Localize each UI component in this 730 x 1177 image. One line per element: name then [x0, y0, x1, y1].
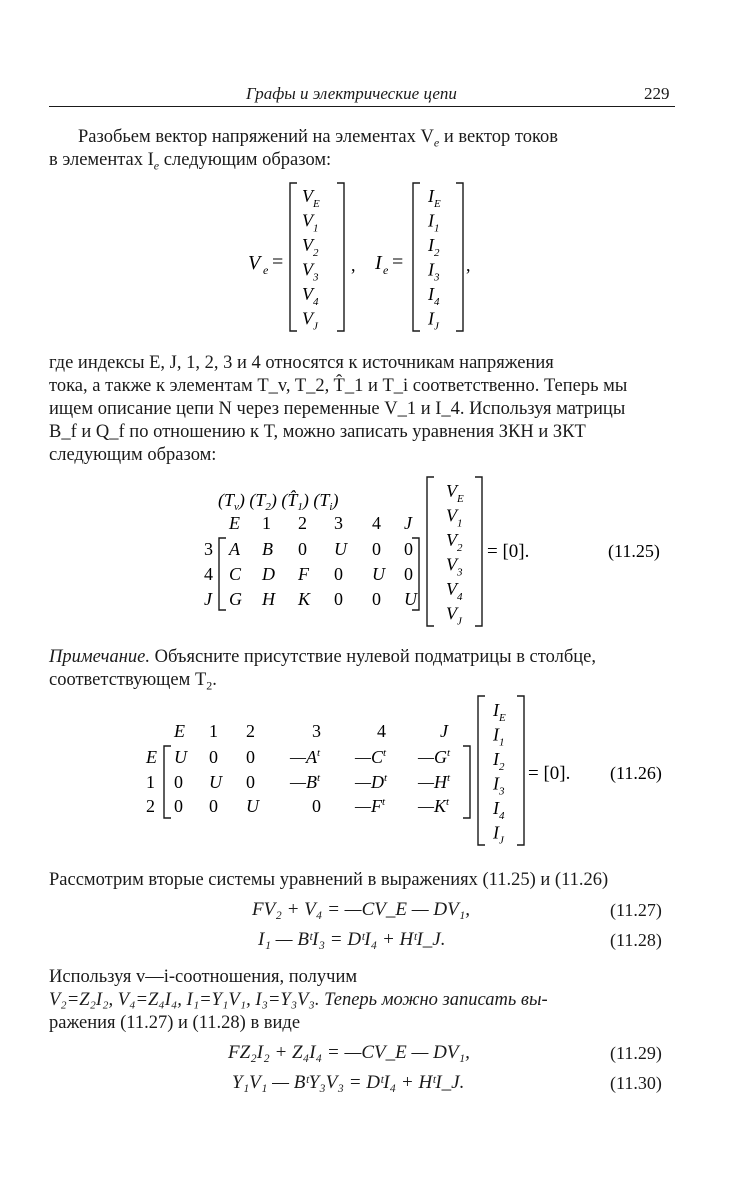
header-rule: [49, 106, 675, 107]
matrix-cell: $—G^t$: [418, 747, 451, 767]
vector-entry: $I_1$: [493, 724, 505, 749]
matrix-cell: 0: [298, 539, 307, 559]
matrix-cell: 0: [372, 539, 381, 559]
para1-line-5: следующим образом:: [49, 445, 217, 465]
current-vector: [374, 183, 471, 333]
matrix-cell: F: [298, 564, 309, 584]
vector-right-bracket: [475, 477, 482, 626]
para3-line-3: ражения (11.27) и (11.28) в виде: [49, 1013, 301, 1033]
matrix-cell: $—D^t$: [355, 772, 388, 792]
note-label: Примечание.: [49, 647, 150, 667]
matrix-right-bracket: [463, 746, 470, 818]
i-entry: $I_4$: [428, 284, 440, 308]
note-line-1: Примечание. Объясните присутствие нулевой подматрицы в столбце,: [49, 647, 596, 667]
row-label: 2: [146, 796, 155, 816]
matrix-cell: $—A^t$: [290, 747, 321, 767]
para1-line-1: где индексы E, J, 1, 2, 3 и 4 относятся к источникам напряжения: [49, 353, 554, 373]
equation-number: (11.25): [608, 541, 660, 561]
vector-left-bracket: [478, 696, 485, 845]
vector-entry: $V_J$: [446, 603, 462, 628]
right-bracket: [456, 183, 463, 331]
tree-labels: $(T_v)$ $(T_2)$ $(T̂_1)$ $(T_i)$: [218, 490, 339, 513]
matrix-cell: $—F^t$: [355, 796, 386, 816]
column-header: E: [229, 513, 240, 533]
equation-11-29: FZ₂I₂ + Z₄I₄ = —CV_E — DV₁,: [228, 1042, 470, 1063]
vector-entry: $I_J$: [493, 822, 504, 847]
matrix-cell: G: [229, 589, 242, 609]
column-header: 3: [334, 513, 343, 533]
column-header: J: [440, 721, 448, 741]
equation-11-26: [0, 690, 730, 850]
column-header: 1: [209, 721, 218, 741]
matrix-cell: U: [209, 772, 222, 792]
vector-entry: $I_3$: [493, 773, 505, 798]
rhs: = [0].: [528, 763, 571, 784]
matrix-cell: $—K^t$: [418, 796, 450, 816]
equation-11-28-number: (11.28): [610, 930, 662, 950]
vector-entry: $V_E$: [446, 481, 464, 505]
matrix-cell: H: [262, 589, 275, 609]
i-entry: $I_J$: [428, 308, 439, 333]
row-label: 3: [204, 539, 213, 559]
right-bracket: [337, 183, 344, 331]
svg-text:,: ,: [466, 255, 471, 275]
matrix-cell: 0: [334, 564, 343, 584]
v-entry: $V_2$: [302, 235, 319, 259]
i-entry: $I_2$: [428, 235, 440, 259]
i-entry: $I_3$: [428, 259, 440, 284]
matrix-cell: D: [262, 564, 275, 584]
vector-definitions: [0, 175, 730, 340]
column-header: J: [404, 513, 412, 533]
vector-entry: $V_1$: [446, 505, 463, 530]
matrix-cell: A: [229, 539, 240, 559]
vector-entry: $V_2$: [446, 530, 463, 554]
svg-text:e: e: [263, 263, 269, 277]
matrix-cell: 0: [174, 796, 183, 816]
vector-entry: $I_E$: [493, 700, 506, 724]
equation-11-27: FV₂ + V₄ = —CV_E — DV₁,: [252, 899, 471, 920]
para3-line-1: Используя v—i-соотношения, получим: [49, 967, 358, 987]
vector-left-bracket: [427, 477, 434, 626]
row-label: 1: [146, 772, 155, 792]
matrix-left-bracket: [164, 746, 171, 818]
note-line-2: соответствующем $T_2$.: [49, 670, 217, 693]
equation-11-27-number: (11.27): [610, 900, 662, 920]
intro-line-1: Разобьем вектор напряжений на элементах $V_e$ и вектор токов: [78, 127, 559, 150]
para1-line-3: ищем описание цепи N через переменные V_1 и I_4. Используя матрицы: [49, 399, 626, 419]
para3-line-2: V₂=Z₂I₂, V₄=Z₄I₄, I₁=Y₁V₁, I₃=Y₃V₃. Теперь можно записать вы-: [49, 990, 548, 1010]
matrix-cell: 0: [404, 564, 413, 584]
column-header: 4: [377, 721, 386, 741]
svg-text:e: e: [383, 263, 389, 277]
matrix-cell: 0: [312, 796, 321, 816]
v-entry: $V_1$: [302, 210, 319, 235]
column-header: E: [174, 721, 185, 741]
matrix-cell: B: [262, 539, 273, 559]
para2: Рассмотрим вторые системы уравнений в выражениях (11.25) и (11.26): [49, 870, 609, 890]
page-number: 229: [644, 84, 670, 103]
row-label: 4: [204, 564, 213, 584]
equation-11-30: Y₁V₁ — BᵗY₃V₃ = DᵗI₄ + HᵗI_J.: [232, 1072, 465, 1093]
matrix-cell: U: [372, 564, 385, 584]
equation-11-29-number: (11.29): [610, 1043, 662, 1063]
vector-entry: $I_4$: [493, 798, 505, 822]
column-header: 3: [312, 721, 321, 741]
v-entry: $V_E$: [302, 186, 320, 210]
matrix-cell: 0: [209, 747, 218, 767]
i-entry: $I_1$: [428, 210, 440, 235]
i-entry: $I_E$: [428, 186, 441, 210]
equation-number: (11.26): [610, 763, 662, 783]
v-entry: $V_4$: [302, 284, 319, 308]
voltage-vector: [248, 183, 356, 333]
matrix-cell: $—B^t$: [290, 772, 321, 792]
vector-entry: $I_2$: [493, 749, 505, 773]
para1-line-4: B_f и Q_f по отношению к T, можно записать уравнения ЗКН и ЗКТ: [49, 422, 586, 442]
matrix-cell: $—H^t$: [418, 772, 451, 792]
equation-11-25: [0, 470, 730, 630]
column-header: 2: [298, 513, 307, 533]
matrix-cell: 0: [404, 539, 413, 559]
row-label: J: [204, 589, 212, 609]
matrix-cell: U: [404, 589, 417, 609]
v-label: V: [248, 252, 261, 274]
vector-entry: $V_4$: [446, 579, 463, 603]
matrix-left-bracket: [219, 538, 226, 610]
matrix-cell: 0: [372, 589, 381, 609]
matrix-cell: 0: [174, 772, 183, 792]
matrix-cell: C: [229, 564, 242, 584]
column-header: 1: [262, 513, 271, 533]
column-header: 2: [246, 721, 255, 741]
svg-text:=: =: [392, 251, 404, 273]
matrix-cell: U: [334, 539, 347, 559]
matrix-cell: U: [246, 796, 259, 816]
left-bracket: [290, 183, 297, 331]
matrix-cell: K: [298, 589, 311, 609]
vector-right-bracket: [517, 696, 524, 845]
para1-line-2: тока, а также к элементам T_v, T_2, T̂_1 и T_i соответственно. Теперь мы: [49, 376, 628, 396]
v-entry: $V_J$: [302, 308, 318, 333]
running-title: Графы и электрические цепи: [246, 84, 457, 103]
equation-11-28: I₁ — BᵗI₃ = DᵗI₄ + HᵗI_J.: [258, 929, 446, 950]
matrix-cell: $—C^t$: [355, 747, 387, 767]
matrix-cell: 0: [246, 772, 255, 792]
rhs: = [0].: [487, 541, 530, 562]
vector-entry: $V_3$: [446, 554, 463, 579]
svg-text:,: ,: [351, 255, 356, 275]
left-bracket: [413, 183, 420, 331]
intro-line-2: в элементах $I_e$ следующим образом:: [49, 150, 332, 173]
matrix-cell: 0: [209, 796, 218, 816]
row-label: E: [146, 747, 157, 767]
equation-11-30-number: (11.30): [610, 1073, 662, 1093]
matrix-cell: 0: [246, 747, 255, 767]
v-entry: $V_3$: [302, 259, 319, 284]
matrix-cell: U: [174, 747, 187, 767]
svg-text:=: =: [272, 251, 284, 273]
column-header: 4: [372, 513, 381, 533]
matrix-cell: 0: [334, 589, 343, 609]
svg-text:I: I: [375, 252, 382, 274]
